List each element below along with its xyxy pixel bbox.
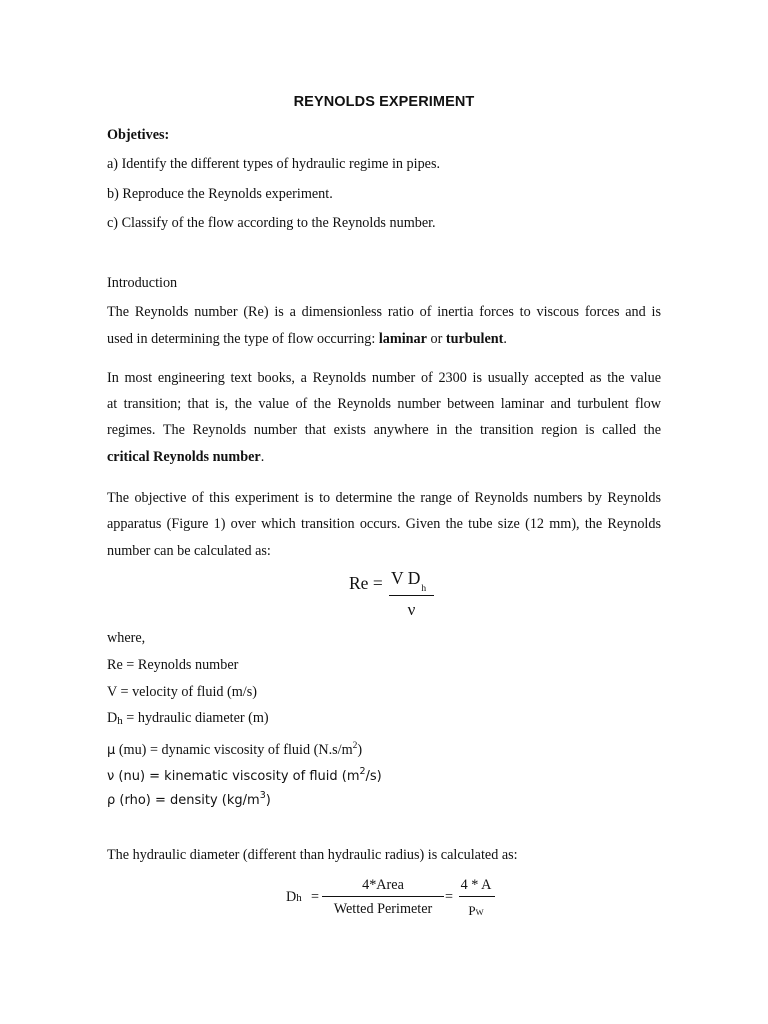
def-re: Re = Reynolds number <box>107 657 239 673</box>
intro-p2-line4 <box>107 449 264 466</box>
equals-sign-1: = <box>311 889 320 905</box>
dh-symbol: D <box>107 710 118 726</box>
nu-symbol: ν <box>107 769 115 784</box>
rho-text: (rho) = density (kg/m <box>115 793 260 808</box>
def-hydraulic-diameter <box>107 710 269 727</box>
period: . <box>260 449 265 465</box>
intro-p2-line2: at transition; that is, the value of the Reynolds number between laminar and turbulent flow <box>107 396 661 412</box>
dh-subscript: h <box>117 715 123 727</box>
introduction-heading: Introduction <box>107 275 178 291</box>
def-rho <box>107 790 271 808</box>
mu-superscript: 2 <box>352 741 358 751</box>
def-mu <box>107 742 362 759</box>
pw-p: P <box>468 903 476 918</box>
lhs-sub-h: h <box>296 892 302 904</box>
def-nu <box>107 766 382 784</box>
formula-denominator-nu: ν <box>407 600 416 619</box>
objective-item-c: c) Classify of the flow according to the Reynolds number. <box>107 215 436 231</box>
rho-superscript: 3 <box>259 790 266 801</box>
denominator-wetted-perimeter: Wetted Perimeter <box>333 901 433 917</box>
formula-fraction-bar <box>389 595 434 596</box>
numerator-sub-h: h <box>421 584 427 594</box>
intro-p3-line1: The objective of this experiment is to determine the range of Reynolds numbers by Reynolds <box>107 490 661 506</box>
denominator-pw <box>457 903 495 919</box>
numerator-4area: 4*Area <box>362 877 404 893</box>
pw-sub-w: W <box>475 907 484 917</box>
formula-numerator <box>391 568 427 594</box>
intro-p1-text: used in determining the type of flow occurring: <box>107 331 379 347</box>
objective-item-b: b) Reproduce the Reynolds experiment. <box>107 186 333 202</box>
equals-sign-2: = <box>445 889 454 905</box>
lhs-d: D <box>286 889 297 905</box>
objectives-heading: Objetives: <box>107 127 170 143</box>
rho-symbol: ρ <box>107 793 116 808</box>
nu-close: /s) <box>365 769 382 784</box>
nu-text: (nu) = kinematic viscosity of fluid (m <box>114 769 360 784</box>
mu-symbol: μ <box>107 743 116 758</box>
numerator-vd: V D <box>391 568 421 588</box>
rho-close: ) <box>265 793 271 808</box>
fraction-bar-2 <box>459 896 495 897</box>
fraction-bar-1 <box>322 896 444 897</box>
hydraulic-lhs <box>286 889 302 906</box>
def-velocity: V = velocity of fluid (m/s) <box>107 684 257 700</box>
intro-p3-line3: number can be calculated as: <box>107 543 271 559</box>
numerator-4a: 4 * A <box>460 877 492 893</box>
formula-lhs: Re = <box>349 573 383 593</box>
mu-text: (mu) = dynamic viscosity of fluid (N.s/m <box>115 742 353 758</box>
critical-reynolds-term: critical Reynolds number <box>107 449 261 465</box>
intro-p2-line1: In most engineering text books, a Reynolds number of 2300 is usually accepted as the value <box>107 370 661 386</box>
intro-p1-line1: The Reynolds number (Re) is a dimensionless ratio of inertia forces to viscous forces and is <box>107 304 661 320</box>
nu-superscript: 2 <box>359 766 366 777</box>
period: . <box>503 331 507 347</box>
intro-p3-line2: apparatus (Figure 1) over which transition occurs. Given the tube size (12 mm), the Reynolds <box>107 516 661 532</box>
intro-p1-line2 <box>107 331 507 348</box>
turbulent-term: turbulent <box>445 331 504 347</box>
dh-text: = hydraulic diameter (m) <box>122 710 269 726</box>
mu-close: ) <box>357 742 363 758</box>
laminar-term: laminar <box>378 331 427 347</box>
intro-p2-line3: regimes. The Reynolds number that exists anywhere in the transition region is called the <box>107 422 661 438</box>
or-text: or <box>426 331 446 347</box>
page-title: REYNOLDS EXPERIMENT <box>293 94 475 110</box>
where-label: where, <box>107 630 146 646</box>
hydraulic-sentence: The hydraulic diameter (different than hydraulic radius) is calculated as: <box>107 847 518 863</box>
objective-item-a: a) Identify the different types of hydraulic regime in pipes. <box>107 156 441 172</box>
